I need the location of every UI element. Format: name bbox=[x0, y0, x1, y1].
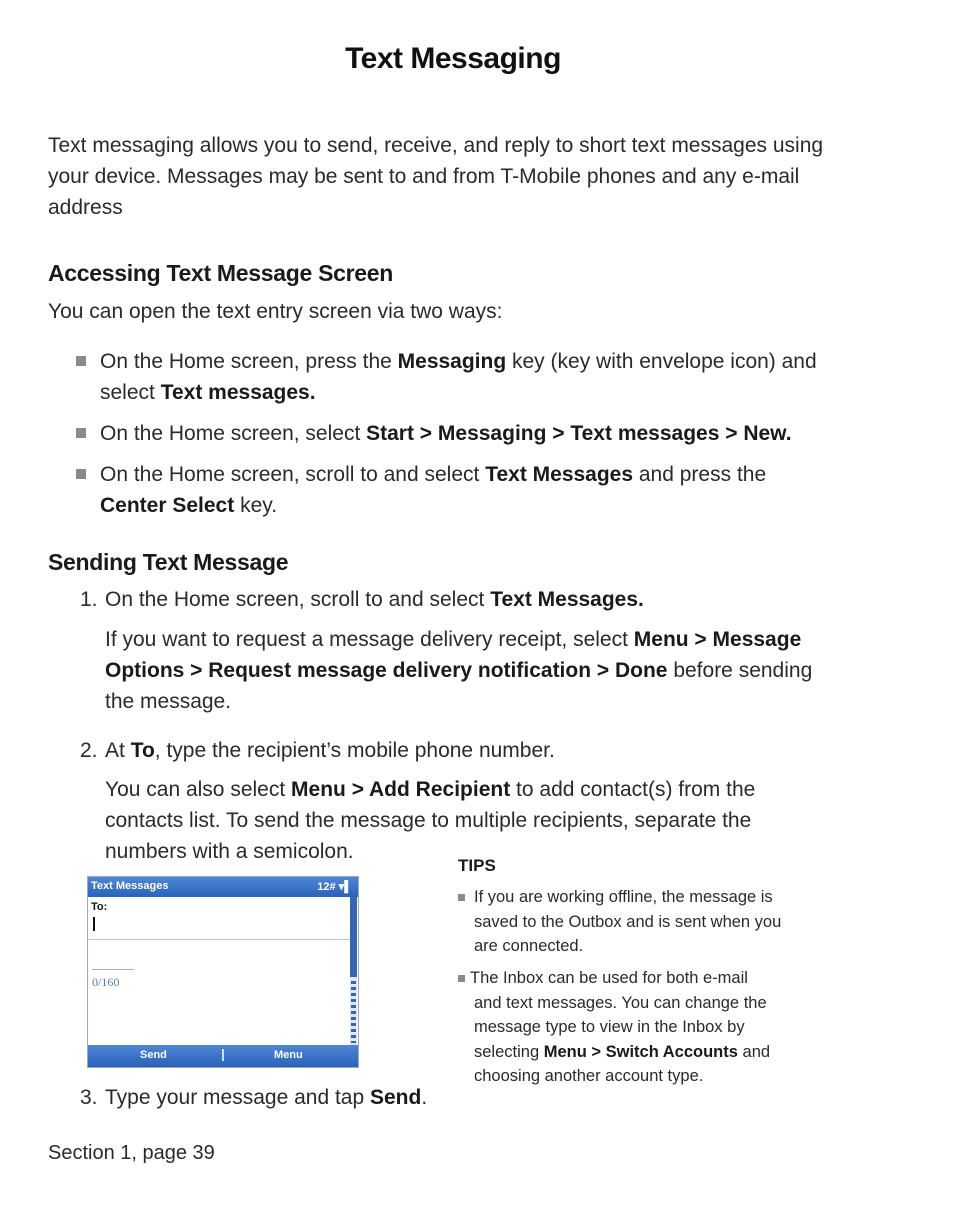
bullet1-bold-messaging: Messaging bbox=[397, 350, 507, 373]
bullet1-text-c: key (key with envelope icon) and bbox=[506, 350, 817, 373]
page-title: Text Messaging bbox=[345, 42, 561, 75]
tip1-line-1: If you are working offline, the message is bbox=[474, 888, 773, 906]
step-2-number: 2. bbox=[80, 739, 98, 762]
bullet1-text-d: select bbox=[100, 381, 161, 404]
phone-menu-softkey: Menu bbox=[274, 1049, 303, 1061]
phone-softkey-bar bbox=[88, 1045, 358, 1067]
bullet3-text-e: key. bbox=[234, 494, 278, 517]
phone-scrollbar bbox=[350, 897, 357, 1045]
phone-char-counter: 0/160 bbox=[92, 975, 120, 989]
page-footer: Section 1, page 39 bbox=[48, 1142, 215, 1164]
phone-scrollbar-thumb bbox=[350, 897, 357, 977]
phone-softkey-separator bbox=[222, 1049, 224, 1061]
tip2-line-2: and text messages. You can change the bbox=[474, 993, 767, 1012]
tips-heading: TIPS bbox=[458, 856, 496, 875]
signal-icon: 12# ▾▌ bbox=[317, 881, 352, 893]
tip1-line-3: are connected. bbox=[474, 937, 584, 955]
step-1 bbox=[105, 584, 905, 615]
tip2-bold-switch-accounts: Menu > Switch Accounts bbox=[543, 1042, 738, 1061]
bullet-square-icon bbox=[76, 356, 86, 366]
tip-item-1 bbox=[474, 885, 834, 959]
bullet-item-3 bbox=[100, 459, 900, 521]
bullet-square-icon bbox=[76, 428, 86, 438]
bullet3-bold-center-select: Center Select bbox=[100, 494, 235, 517]
step-1-number: 1. bbox=[80, 588, 98, 611]
step2-note-text-d: contacts list. To send the message to multiple recipients, separate the bbox=[105, 809, 752, 832]
tip-bullet-icon bbox=[458, 894, 465, 901]
phone-to-label: To: bbox=[91, 901, 108, 913]
step2-note-text-a: You can also select bbox=[105, 778, 292, 801]
section-heading-sending: Sending Text Message bbox=[48, 549, 289, 575]
intro-line-1: Text messaging allows you to send, receive, and reply to short text messages using bbox=[48, 134, 824, 157]
step3-bold-send: Send bbox=[370, 1086, 422, 1109]
step2-note-bold-b: Menu > Add Recipient bbox=[291, 778, 511, 801]
section1-lead: You can open the text entry screen via two ways: bbox=[48, 300, 503, 323]
step2-bold-to: To bbox=[130, 739, 155, 762]
step2-note-text-e: numbers with a semicolon. bbox=[105, 840, 354, 863]
tip2-line-1: The Inbox can be used for both e-mail bbox=[470, 969, 748, 987]
tip-bullet-icon bbox=[458, 975, 465, 982]
phone-send-softkey: Send bbox=[140, 1049, 167, 1061]
step1-note-bold-b: Menu > Message bbox=[633, 628, 802, 651]
step2-note-text-c: to add contact(s) from the bbox=[510, 778, 756, 801]
tip2-line-3: message type to view in the Inbox by bbox=[474, 1018, 745, 1036]
bullet1-text-a: On the Home screen, press the bbox=[100, 350, 398, 373]
tip2-line-5: choosing another account type. bbox=[474, 1067, 704, 1085]
section-heading-accessing: Accessing Text Message Screen bbox=[48, 260, 393, 286]
step-1-note bbox=[105, 624, 905, 717]
bullet1-bold-text-messages: Text messages. bbox=[160, 381, 316, 404]
bullet3-text-a: On the Home screen, scroll to and select bbox=[100, 463, 486, 486]
step3-text-a: Type your message and tap bbox=[105, 1086, 370, 1109]
bullet-item-2 bbox=[100, 418, 900, 449]
phone-scrollbar-track bbox=[351, 981, 356, 1043]
bullet3-text-c: and press the bbox=[633, 463, 767, 486]
step3-text-c: . bbox=[421, 1086, 428, 1109]
tip2-line-4-c: and bbox=[737, 1042, 771, 1061]
phone-underline bbox=[92, 969, 134, 970]
step1-note-bold-c: Options > Request message delivery notification > Done bbox=[105, 659, 668, 682]
step-2-note bbox=[105, 774, 905, 867]
bullet2-bold-path: Start > Messaging > Text messages > New. bbox=[366, 422, 792, 445]
phone-screenshot bbox=[87, 876, 359, 1068]
tip-item-2 bbox=[470, 966, 834, 1089]
bullet-item-1 bbox=[100, 346, 900, 408]
bullet3-bold-text-messages: Text Messages bbox=[485, 463, 634, 486]
step2-text-a: At bbox=[105, 739, 131, 762]
bullet-square-icon bbox=[76, 469, 86, 479]
step-3 bbox=[105, 1082, 505, 1113]
step1-bold-text-messages: Text Messages. bbox=[490, 588, 644, 611]
step2-text-c: , type the recipient’s mobile phone number. bbox=[154, 739, 555, 762]
intro-paragraph bbox=[48, 130, 908, 223]
tip1-line-2: saved to the Outbox and is sent when you bbox=[474, 912, 782, 931]
step1-text-a: On the Home screen, scroll to and select bbox=[105, 588, 491, 611]
step-3-number: 3. bbox=[80, 1086, 98, 1109]
tip2-line-4 bbox=[474, 1040, 834, 1065]
phone-title: Text Messages bbox=[91, 880, 169, 892]
step-2 bbox=[105, 735, 905, 766]
phone-title-bar bbox=[88, 877, 358, 897]
step1-note-text-a: If you want to request a message delivery receipt, select bbox=[105, 628, 634, 651]
step1-note-text-e: the message. bbox=[105, 690, 232, 713]
intro-line-2: your device. Messages may be sent to and from T-Mobile phones and any e-mail bbox=[48, 165, 800, 188]
step1-note-text-d: before sending bbox=[667, 659, 813, 682]
text-cursor bbox=[93, 917, 95, 931]
tip2-line-4-a: selecting bbox=[474, 1042, 544, 1061]
bullet2-text-a: On the Home screen, select bbox=[100, 422, 367, 445]
intro-line-3: address bbox=[48, 196, 123, 219]
phone-divider bbox=[88, 939, 350, 940]
